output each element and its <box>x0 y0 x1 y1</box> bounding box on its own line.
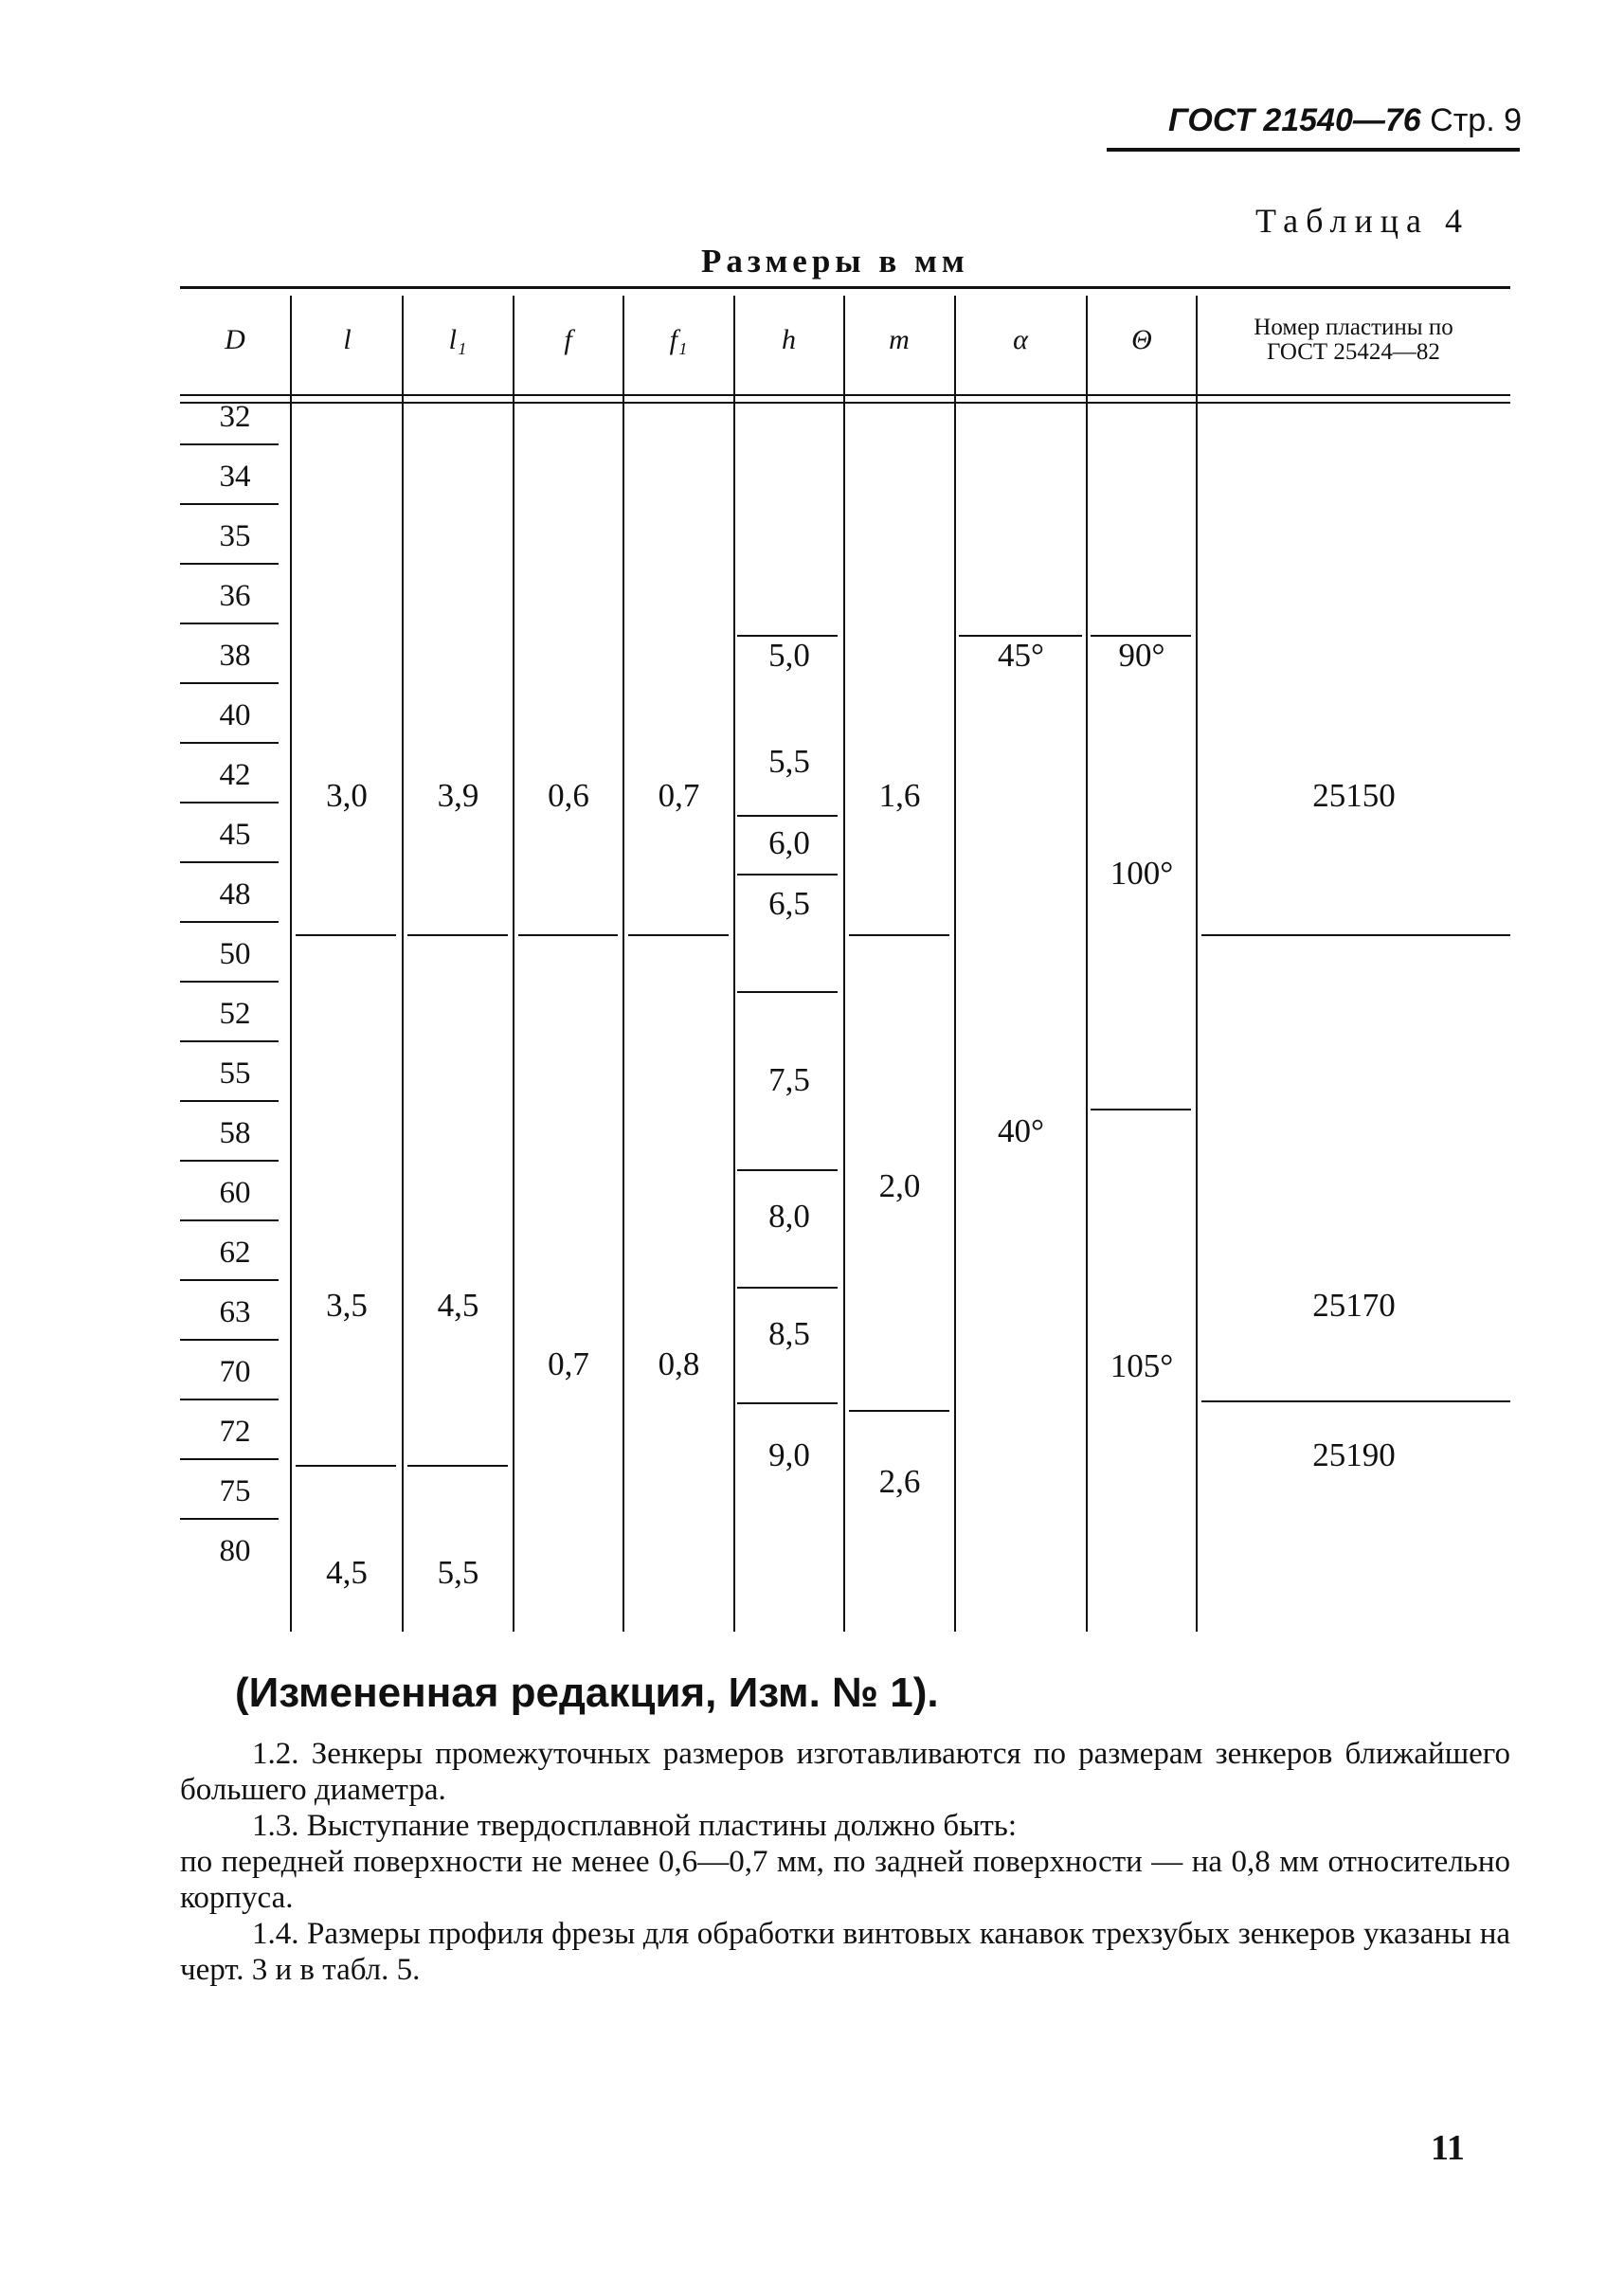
theta-value-2: 100° <box>1110 855 1174 892</box>
d-value: 50 <box>219 937 251 971</box>
header-l: l <box>343 324 352 355</box>
plate-header-line-1: Номер пластины по <box>1254 315 1453 340</box>
header-alpha: α <box>1013 324 1028 355</box>
col-rule-9 <box>1196 296 1198 1632</box>
d-row-rule <box>180 1040 279 1042</box>
d-value: 58 <box>219 1116 251 1150</box>
d-value: 70 <box>219 1355 251 1389</box>
header-rule <box>1107 148 1520 152</box>
theta-value-1: 90° <box>1118 637 1165 674</box>
l-value-3: 4,5 <box>326 1554 368 1591</box>
plate-value-1: 25150 <box>1312 777 1396 814</box>
l-group-rule-1 <box>296 934 396 936</box>
d-value: 48 <box>219 877 251 912</box>
h-group-rule-6 <box>737 1287 838 1289</box>
header-m: m <box>889 324 910 355</box>
paragraph-1-3: 1.3. Выступание твердосплавной пластины должно быть: <box>252 1809 1018 1843</box>
d-value: 55 <box>219 1056 251 1091</box>
d-value: 32 <box>219 400 251 434</box>
dimensions-table <box>180 286 1510 1632</box>
d-value: 42 <box>219 758 251 792</box>
d-row-rule <box>180 1339 279 1341</box>
paragraph-1-2: 1.2. Зенкеры промежуточных размеров изготавливаются по размерам зенкеров ближайшего большего диаметра. <box>180 1737 1510 1807</box>
d-row-rule <box>180 1399 279 1400</box>
alpha-value-2: 40° <box>998 1112 1044 1149</box>
header-l1: l₁ <box>448 324 467 355</box>
d-row-rule <box>180 742 279 744</box>
header-rule-2 <box>180 402 1510 404</box>
page-label: Стр. 9 <box>1430 102 1522 138</box>
col-rule-1 <box>290 296 292 1632</box>
plate-header-line-2: ГОСТ 25424—82 <box>1267 339 1440 365</box>
header-D: D <box>225 324 245 355</box>
plate-value-2: 25170 <box>1312 1287 1396 1324</box>
d-value: 45 <box>219 818 251 852</box>
units-caption: Размеры в мм <box>701 243 969 280</box>
l1-group-rule-1 <box>407 934 508 936</box>
l1-value-3: 5,5 <box>437 1554 479 1591</box>
f1-group-rule <box>628 934 729 936</box>
d-row-rule <box>180 1219 279 1221</box>
d-value: 38 <box>219 639 251 673</box>
col-rule-8 <box>1086 296 1088 1632</box>
l-value-1: 3,0 <box>326 777 368 814</box>
d-row-rule <box>180 802 279 803</box>
h-group-rule-5 <box>737 1169 838 1171</box>
d-value: 34 <box>219 460 251 494</box>
d-value: 40 <box>219 698 251 732</box>
d-value: 75 <box>219 1474 251 1508</box>
header-rule-1 <box>180 394 1510 396</box>
h-group-rule-7 <box>737 1402 838 1404</box>
h-group-rule-3 <box>737 874 838 876</box>
h-value-4: 6,5 <box>768 885 810 922</box>
col-rule-5 <box>733 296 735 1632</box>
h-group-rule-2 <box>737 815 838 817</box>
alpha-value-1: 45° <box>998 637 1044 674</box>
plate-group-rule-1 <box>1201 934 1510 936</box>
m-group-rule-2 <box>849 1410 949 1412</box>
revision-note: (Измененная редакция, Изм. № 1). <box>235 1670 939 1716</box>
l1-value-2: 4,5 <box>437 1287 479 1324</box>
table-caption: Таблица 4 <box>1255 202 1470 240</box>
f-value-2: 0,7 <box>548 1345 589 1382</box>
d-row-rule <box>180 1279 279 1281</box>
col-rule-4 <box>623 296 624 1632</box>
d-row-rule <box>180 981 279 983</box>
f1-value-1: 0,7 <box>658 777 700 814</box>
h-value-1: 5,0 <box>768 637 810 674</box>
body-text <box>180 1736 1510 1988</box>
m-value-2: 2,0 <box>878 1167 921 1204</box>
d-value: 60 <box>219 1176 251 1210</box>
d-row-rule <box>180 563 279 565</box>
l-value-2: 3,5 <box>326 1287 368 1324</box>
h-value-6: 8,0 <box>768 1198 810 1235</box>
col-rule-6 <box>843 296 845 1632</box>
l1-value-1: 3,9 <box>437 777 479 814</box>
page-header <box>1168 102 1522 139</box>
header-h: h <box>782 324 796 355</box>
d-value: 63 <box>219 1295 251 1329</box>
d-row-rule <box>180 1160 279 1162</box>
standard-code: ГОСТ 21540—76 <box>1167 102 1421 138</box>
header-f1: f₁ <box>669 324 688 355</box>
m-value-1: 1,6 <box>878 777 921 814</box>
h-value-2: 5,5 <box>768 743 810 780</box>
l1-group-rule-2 <box>407 1465 508 1467</box>
d-row-rule <box>180 1518 279 1520</box>
col-rule-3 <box>513 296 514 1632</box>
d-value: 80 <box>219 1534 251 1568</box>
h-group-rule-4 <box>737 991 838 993</box>
theta-group-rule-2 <box>1091 1109 1191 1110</box>
theta-value-3: 105° <box>1110 1347 1174 1384</box>
h-value-7: 8,5 <box>768 1315 810 1352</box>
d-value: 62 <box>219 1236 251 1270</box>
d-value: 72 <box>219 1415 251 1449</box>
d-row-rule <box>180 921 279 923</box>
d-row-rule <box>180 623 279 624</box>
header-plate-number <box>1197 286 1510 394</box>
h-value-8: 9,0 <box>768 1436 810 1473</box>
paragraph-1-3-detail: по передней поверхности не менее 0,6—0,7 мм, по задней поверхности — на 0,8 мм относительно корпуса. <box>180 1845 1510 1915</box>
header-f: f <box>564 324 572 355</box>
d-row-rule <box>180 682 279 684</box>
d-row-rule <box>180 1100 279 1102</box>
m-group-rule-1 <box>849 934 949 936</box>
l-group-rule-2 <box>296 1465 396 1467</box>
d-row-rule <box>180 1458 279 1460</box>
f-value-1: 0,6 <box>548 777 589 814</box>
paragraph-1-4: 1.4. Размеры профиля фрезы для обработки винтовых канавок трехзубых зенкеров указаны на черт. 3 и в табл. 5. <box>180 1917 1510 1987</box>
f-group-rule <box>518 934 618 936</box>
d-value: 36 <box>219 579 251 613</box>
h-value-5: 7,5 <box>768 1061 810 1098</box>
d-value: 52 <box>219 997 251 1031</box>
h-value-3: 6,0 <box>768 824 810 861</box>
page-number: 11 <box>1431 2128 1465 2168</box>
d-row-rule <box>180 503 279 505</box>
d-value: 35 <box>219 519 251 553</box>
header-theta: Θ <box>1131 324 1152 355</box>
col-rule-2 <box>402 296 404 1632</box>
d-row-rule <box>180 861 279 863</box>
col-rule-7 <box>954 296 956 1632</box>
f1-value-2: 0,8 <box>658 1345 700 1382</box>
plate-value-3: 25190 <box>1312 1436 1396 1473</box>
plate-group-rule-2 <box>1201 1400 1510 1402</box>
m-value-3: 2,6 <box>878 1463 921 1500</box>
d-row-rule <box>180 443 279 445</box>
